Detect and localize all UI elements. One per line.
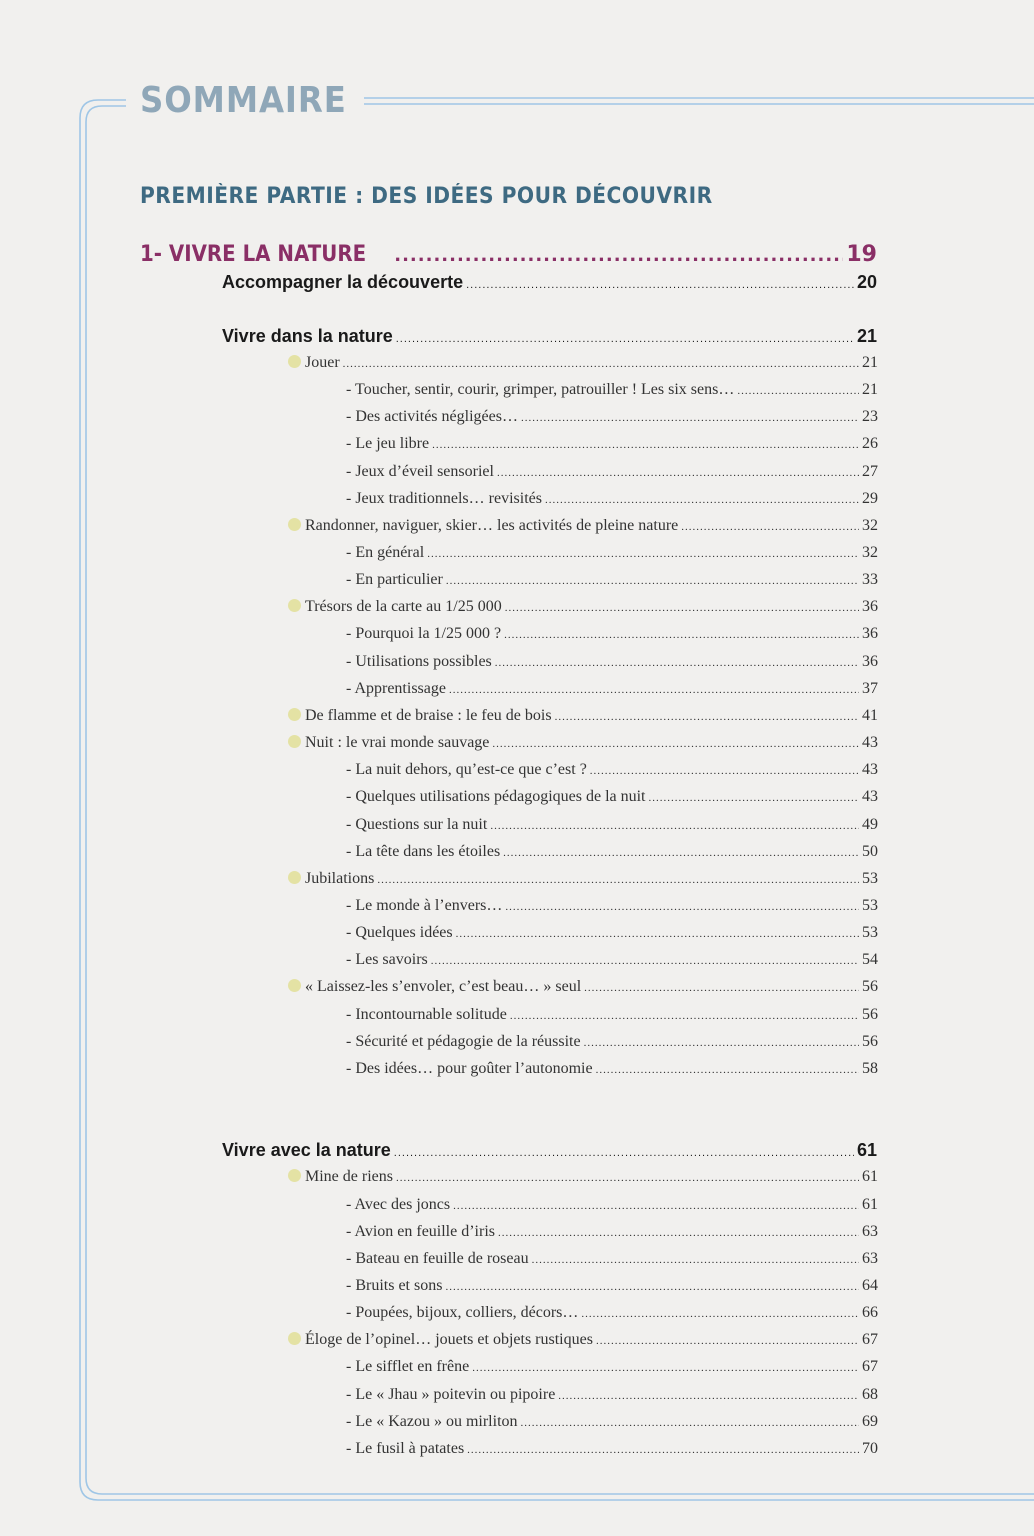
entry-page: 58	[862, 1060, 878, 1077]
toc-subitem[interactable]	[346, 761, 878, 779]
toc-item[interactable]	[288, 1331, 878, 1349]
leader-dots	[498, 1227, 859, 1239]
entry-page: 43	[862, 761, 878, 778]
entry-label: - Sécurité et pédagogie de la réussite	[346, 1033, 581, 1050]
leader-dots	[584, 982, 859, 994]
toc-subitem[interactable]	[346, 1277, 878, 1295]
toc-item[interactable]	[288, 870, 878, 888]
entry-label: - Bruits et sons	[346, 1277, 443, 1294]
entry-page: 43	[862, 734, 878, 751]
entry-page: 70	[862, 1440, 878, 1457]
toc-subitem[interactable]	[346, 653, 878, 671]
toc-subitem[interactable]	[346, 1440, 878, 1458]
entry-label: - En général	[346, 544, 425, 561]
leader-dots	[503, 847, 859, 859]
entry-page: 54	[862, 951, 878, 968]
toc-subitem[interactable]	[346, 625, 878, 643]
entry-label: - Questions sur la nuit	[346, 816, 488, 833]
entry-label: - Le « Jhau » poitevin ou pipoire	[346, 1386, 556, 1403]
toc-subitem[interactable]	[346, 1386, 878, 1404]
entry-page: 29	[862, 490, 878, 507]
toc-subitem[interactable]	[346, 788, 878, 806]
toc-section[interactable]	[222, 326, 877, 347]
leader-dots	[596, 1064, 859, 1076]
toc-subitem[interactable]	[346, 1033, 878, 1051]
entry-page: 50	[862, 843, 878, 860]
entry-page: 53	[862, 897, 878, 914]
entry-label: - Le sifflet en frêne	[346, 1358, 470, 1375]
entry-page: 41	[862, 707, 878, 724]
leader-dots	[532, 1254, 859, 1266]
leader-dots	[545, 494, 859, 506]
entry-page: 36	[862, 625, 878, 642]
leader-dots	[558, 1390, 859, 1402]
leader-dots	[497, 467, 859, 479]
entry-label: - Quelques idées	[346, 924, 453, 941]
leader-dots	[495, 657, 859, 669]
leader-dots	[467, 1444, 859, 1456]
entry-page: 63	[862, 1223, 878, 1240]
entry-label: - Le fusil à patates	[346, 1440, 465, 1457]
leader-dots	[505, 602, 859, 614]
toc-subitem[interactable]	[346, 463, 878, 481]
leader-dots	[431, 955, 859, 967]
toc-subitem[interactable]	[346, 816, 878, 834]
entry-label: - Quelques utilisations pédagogiques de la nuit	[346, 788, 646, 805]
chapter-page: 19	[846, 242, 877, 267]
toc-item[interactable]	[288, 707, 878, 725]
leader-dots	[427, 548, 859, 560]
toc-item[interactable]	[288, 598, 878, 616]
entry-page: 68	[862, 1386, 878, 1403]
entry-label: Accompagner la découverte	[222, 272, 464, 292]
entry-label: « Laissez-les s’envoler, c’est beau… » seul	[305, 978, 582, 995]
leader-dots	[432, 439, 859, 451]
toc-subitem[interactable]	[346, 680, 878, 698]
entry-label: - Avec des joncs	[346, 1196, 451, 1213]
entry-label: - Le monde à l’envers…	[346, 897, 503, 914]
entry-label: - Bateau en feuille de roseau	[346, 1250, 529, 1267]
entry-page: 26	[862, 435, 878, 452]
entry-label: - Incontournable solitude	[346, 1006, 507, 1023]
leader-dots	[590, 765, 859, 777]
leader-dots	[396, 1172, 859, 1184]
part-heading: PREMIÈRE PARTIE : DES IDÉES POUR DÉCOUVRIR	[140, 184, 713, 209]
toc-item[interactable]	[288, 978, 878, 996]
leader-dots	[510, 1010, 859, 1022]
entry-label: De flamme et de braise : le feu de bois	[305, 707, 552, 724]
entry-page: 32	[862, 544, 878, 561]
leader-dots	[584, 1037, 859, 1049]
bullet-icon	[288, 518, 301, 531]
toc-subitem[interactable]	[346, 490, 878, 508]
toc-section[interactable]	[222, 272, 877, 293]
toc-item[interactable]	[288, 517, 878, 535]
toc-subitem[interactable]	[346, 1413, 878, 1431]
leader-dots	[445, 1281, 859, 1293]
entry-page: 61	[862, 1196, 878, 1213]
bullet-icon	[288, 1332, 301, 1345]
entry-label: - Poupées, bijoux, colliers, décors…	[346, 1304, 579, 1321]
toc-subitem[interactable]	[346, 544, 878, 562]
entry-label: - En particulier	[346, 571, 443, 588]
toc-subitem[interactable]	[346, 897, 878, 915]
leader-dots	[581, 1308, 859, 1320]
leader-dots	[472, 1362, 859, 1374]
entry-page: 64	[862, 1277, 878, 1294]
entry-label: - Pourquoi la 1/25 000 ?	[346, 625, 502, 642]
bullet-icon	[288, 979, 301, 992]
entry-page: 23	[862, 408, 878, 425]
leader-dots	[504, 629, 859, 641]
toc-subitem[interactable]	[346, 435, 878, 453]
entry-page: 67	[862, 1331, 878, 1348]
toc-subitem[interactable]	[346, 924, 878, 942]
leader-dots	[446, 575, 859, 587]
leader-dots	[456, 928, 859, 940]
entry-label: - Des idées… pour goûter l’autonomie	[346, 1060, 593, 1077]
toc-subitem[interactable]	[346, 1358, 878, 1376]
entry-label: - Apprentissage	[346, 680, 446, 697]
entry-label: - Le « Kazou » ou mirliton	[346, 1413, 518, 1430]
entry-page: 43	[862, 788, 878, 805]
toc-item[interactable]	[288, 734, 878, 752]
entry-label: - Les savoirs	[346, 951, 428, 968]
toc-subitem[interactable]	[346, 408, 878, 426]
entry-page: 53	[862, 870, 878, 887]
entry-page: 36	[862, 598, 878, 615]
toc-subitem[interactable]	[346, 951, 878, 969]
leader-dots	[681, 521, 859, 533]
page-title: SOMMAIRE	[140, 80, 347, 121]
bullet-icon	[288, 735, 301, 748]
entry-label: Trésors de la carte au 1/25 000	[305, 598, 502, 615]
entry-page: 21	[862, 354, 878, 371]
toc-subitem[interactable]	[346, 1223, 878, 1241]
entry-page: 37	[862, 680, 878, 697]
entry-page: 56	[862, 1006, 878, 1023]
leader-dots	[396, 333, 854, 345]
leader-dots	[343, 358, 859, 370]
entry-label: - La tête dans les étoiles	[346, 843, 501, 860]
entry-page: 27	[862, 463, 878, 480]
entry-page: 56	[862, 1033, 878, 1050]
chapter-label: 1- VIVRE LA NATURE	[140, 242, 367, 267]
toc-subitem[interactable]	[346, 1250, 878, 1268]
toc-subitem[interactable]	[346, 1006, 878, 1024]
toc-subitem[interactable]	[346, 571, 878, 589]
leader-dots	[394, 1147, 854, 1159]
bullet-icon	[288, 708, 301, 721]
entry-label: - Des activités négligées…	[346, 408, 518, 425]
leader-dots	[394, 242, 843, 267]
entry-label: Nuit : le vrai monde sauvage	[305, 734, 490, 751]
chapter-row[interactable]	[140, 242, 877, 267]
entry-page: 49	[862, 816, 878, 833]
entry-page: 61	[856, 1140, 877, 1160]
entry-page: 63	[862, 1250, 878, 1267]
entry-label: - Le jeu libre	[346, 435, 430, 452]
entry-label: - Toucher, sentir, courir, grimper, patrouiller ! Les six sens…	[346, 381, 735, 398]
bullet-icon	[288, 599, 301, 612]
entry-label: Éloge de l’opinel… jouets et objets rustiques	[305, 1331, 593, 1348]
entry-page: 21	[856, 326, 877, 346]
entry-page: 36	[862, 653, 878, 670]
leader-dots	[377, 874, 859, 886]
toc-subitem[interactable]	[346, 381, 878, 399]
entry-label: - Utilisations possibles	[346, 653, 492, 670]
entry-page: 56	[862, 978, 878, 995]
entry-label: Jubilations	[305, 870, 375, 887]
entry-page: 32	[862, 517, 878, 534]
entry-label: Randonner, naviguer, skier… les activités de pleine nature	[305, 517, 679, 534]
leader-dots	[449, 684, 859, 696]
leader-dots	[453, 1200, 859, 1212]
leader-dots	[490, 820, 859, 832]
entry-page: 21	[862, 381, 878, 398]
entry-label: Vivre avec la nature	[222, 1140, 391, 1160]
entry-label: Vivre dans la nature	[222, 326, 393, 346]
toc-item[interactable]	[288, 354, 878, 372]
entry-page: 67	[862, 1358, 878, 1375]
leader-dots	[521, 412, 859, 424]
bullet-icon	[288, 1169, 301, 1182]
leader-dots	[555, 711, 859, 723]
leader-dots	[596, 1335, 859, 1347]
toc-subitem[interactable]	[346, 1196, 878, 1214]
entry-label: - La nuit dehors, qu’est-ce que c’est ?	[346, 761, 587, 778]
entry-page: 33	[862, 571, 878, 588]
entry-label: - Jeux traditionnels… revisités	[346, 490, 542, 507]
entry-label: - Jeux d’éveil sensoriel	[346, 463, 494, 480]
toc-subitem[interactable]	[346, 1060, 878, 1078]
leader-dots	[492, 738, 859, 750]
leader-dots	[505, 901, 859, 913]
toc-subitem[interactable]	[346, 843, 878, 861]
bullet-icon	[288, 871, 301, 884]
entry-page: 53	[862, 924, 878, 941]
entry-label: Jouer	[305, 354, 340, 371]
entry-page: 66	[862, 1304, 878, 1321]
entry-page: 20	[856, 272, 877, 292]
leader-dots	[649, 792, 860, 804]
toc-item[interactable]	[288, 1168, 878, 1186]
entry-page: 69	[862, 1413, 878, 1430]
entry-page: 61	[862, 1168, 878, 1185]
entry-label: - Avion en feuille d’iris	[346, 1223, 495, 1240]
toc-section[interactable]	[222, 1140, 877, 1161]
bullet-icon	[288, 355, 301, 368]
leader-dots	[521, 1417, 859, 1429]
leader-dots	[466, 279, 854, 291]
entry-label: Mine de riens	[305, 1168, 393, 1185]
leader-dots	[737, 385, 859, 397]
toc-subitem[interactable]	[346, 1304, 878, 1322]
